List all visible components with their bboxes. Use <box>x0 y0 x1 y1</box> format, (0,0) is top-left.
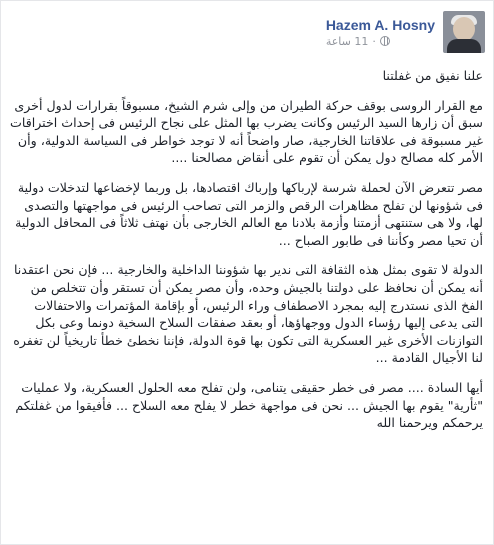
avatar-face <box>453 17 475 41</box>
post-paragraph: مصر تتعرض الآن لحملة شرسة لإرباكها وإرباك اقتصادها، بل وربما لإخضاعها لتدخلات دولية فى شؤونها لن تفلح مظاهرات الرقص والزمر التى تصاحب الرئيس فى مواجهتها والتصدى لها، ولا هى ستنتهى أزمتنا وأزمة بلادنا مع العالم الخارجى بأن نهتف ثلاثاً فى المحافل الدولية أن تحيا مصر وكأننا فى طابور الصباح ... <box>15 179 483 248</box>
post-meta <box>326 17 435 48</box>
post-paragraph: مع القرار الروسى بوقف حركة الطيران من وإلى شرم الشيخ، مسبوقاً بقرارات لدول أخرى سبق أن زارها السيد الرئيس وكانت يضرب بها المثل على نجاح الرئيس فى إحداث اختراقات غير مسبوقة فى علاقاتنا الخارجية، صار واضحاً أنه لا توجد خواطر فى السياسة الدولية، وأن الأمر كله مصالح دول يمكن أن تقوم على أنقاض مصالحنا .... <box>10 97 483 166</box>
post-paragraph: أيها السادة .... مصر فى خطر حقيقى يتنامى، ولن تفلح معه الحلول العسكرية، ولا عمليات "ثأرية" يقوم بها الجيش ... نحن فى مواجهة خطر لا يفلح معه السلاح ... فأفيقوا من غفلتكم يرحمكم ويرحمنا الله <box>15 379 483 431</box>
profile-photo-avatar[interactable] <box>443 11 485 53</box>
post-timestamp[interactable]: 11 ساعة <box>325 34 369 48</box>
post-header <box>326 9 485 55</box>
avatar-body <box>447 39 481 53</box>
post-paragraph: الدولة لا تقوى بمثل هذه الثقافة التى ندير بها شؤوننا الداخلية والخارجية ... فإن نحن اعتقدنا أنه يمكن أن نحافظ على دولتنا بالجيش وحده، وأن مصر يمكن أن تستقر وأن تتخلص من الفخ الذى نستدرج إليه بمجرد الاصطفاف وراء الرئيس، أو بإقامة المؤتمرات والاحتفالات التى يدعى إليها رؤساء الدول ووجهاؤها، أو بعقد صفقات السلاح السخية دونما وعى بكل التوازنات الأخرى غير العسكرية التى تكون بها قوة الدولة، فإننا نخطئ خطأ تاريخياً لن تغفره لنا الأجيال القادمة ... <box>13 262 483 366</box>
author-name-link[interactable]: Hazem A. Hosny <box>325 16 435 33</box>
meta-separator: · <box>372 34 376 48</box>
globe-icon[interactable] <box>380 36 390 46</box>
post-paragraph-title: علنا نفيق من غفلتنا <box>382 68 483 83</box>
post-time-row <box>326 35 435 48</box>
post-content <box>9 67 483 444</box>
